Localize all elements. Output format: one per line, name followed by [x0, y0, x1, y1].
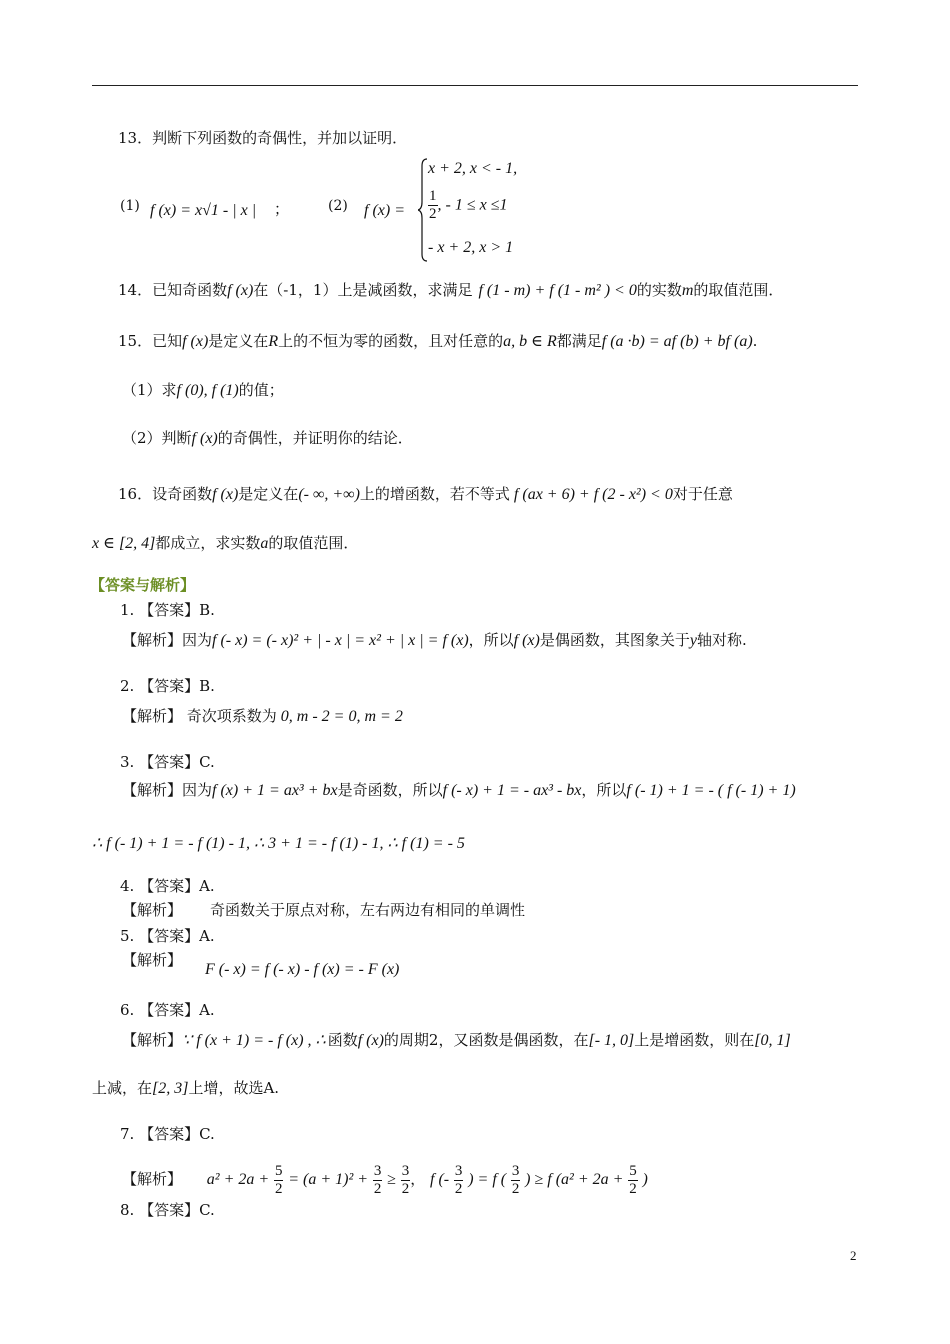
q13-case3: - x + 2, x > 1 — [428, 239, 514, 256]
q13-case2-frac: $\frac{1}{2}$ — [429, 188, 437, 222]
explanation-5-expr: F (- x) = f (- x) - f (x) = - F (x) — [205, 961, 400, 978]
answer-1: 1. 【答案】B. — [120, 601, 215, 619]
q13-part2-label: (2) — [328, 198, 348, 214]
q16-line2: x ∈ [2, 4]都成立，求实数a的取值范围． — [92, 534, 359, 552]
page-number: 2 — [850, 1248, 857, 1263]
header-rule — [92, 85, 858, 86]
answer-6: 6. 【答案】A. — [120, 1001, 215, 1019]
answer-7: 7. 【答案】C. — [120, 1125, 215, 1143]
answer-4: 4. 【答案】A. — [120, 877, 215, 895]
q13-title: 13．判断下列函数的奇偶性，并加以证明． — [118, 129, 408, 147]
explanation-3-cont: ∴ f (- 1) + 1 = - f (1) - 1, ∴ 3 + 1 = - f (1) - 1, ∴ f (1) = - 5 — [92, 835, 465, 852]
q15-line: 15．已知f (x)是定义在R上的不恒为零的函数，且对任意的a, b ∈ R都满足f (a ·b) = af (b) + bf (a). — [118, 332, 758, 350]
q15-sub2: （2）判断f (x)的奇偶性，并证明你的结论． — [122, 429, 413, 447]
answer-2: 2. 【答案】B. — [120, 677, 215, 695]
q13-part1-sep: ； — [274, 200, 290, 218]
answers-header: 【答案与解析】 — [90, 576, 196, 594]
explanation-6: 【解析】∵ f (x + 1) = - f (x) , ∴ 函数f (x)的周期2，又函数是偶函数，在[- 1, 0]上是增函数，则在[0, 1] — [122, 1031, 791, 1049]
q13-part1-expr: f (x) = x√1 - | x | — [150, 202, 257, 219]
q15-sub1: （1）求f (0), f (1)的值； — [122, 381, 284, 399]
explanation-5-label: 【解析】 — [122, 951, 183, 969]
answer-5: 5. 【答案】A. — [120, 927, 215, 945]
q13-part1-label: (1) — [120, 198, 140, 214]
piecewise-brace — [418, 158, 428, 262]
answer-3: 3. 【答案】C. — [120, 753, 215, 771]
q14-line: 14．已知奇函数f (x)在（-1，1）上是减函数，求满足 f (1 - m) + f (1 - m² ) < 0的实数m的取值范围． — [118, 281, 784, 299]
explanation-3: 【解析】因为f (x) + 1 = ax³ + bx是奇函数，所以f (- x) + 1 = - ax³ - bx，所以f (- 1) + 1 = - ( f (- 1) + 1) — [122, 781, 796, 799]
explanation-4: 【解析】 奇函数关于原点对称，左右两边有相同的单调性 — [122, 901, 526, 919]
explanation-7: 【解析】 a² + 2a + $\frac{5}{2}$ = (a + 1)² + $\frac{3}{2}$ ≥ $\frac{3}{2}$ ， f (- $\frac{3}{2}$ ) = f ( $\frac{3}{2}$ ) ≥ f (a² + 2a + $\frac{5}{2}$ ) — [122, 1162, 648, 1197]
answer-8: 8. 【答案】C. — [120, 1201, 215, 1219]
q13-part2-lhs: f (x) = — [364, 202, 405, 219]
explanation-2: 【解析】 奇次项系数为 0, m - 2 = 0, m = 2 — [122, 707, 403, 725]
explanation-6-cont: 上减，在[2, 3]上增，故选A. — [92, 1079, 280, 1097]
q13-case1: x + 2, x < - 1, — [428, 160, 518, 177]
q16-line1: 16．设奇函数f (x)是定义在(- ∞, +∞)上的增函数，若不等式 f (ax + 6) + f (2 - x²) < 0对于任意 — [118, 485, 733, 503]
q13-case2: $\frac{1}{2}$ , - 1 ≤ x ≤1 — [429, 188, 508, 222]
explanation-1: 【解析】因为f (- x) = (- x)² + | - x | = x² + | x | = f (x)，所以f (x)是偶函数，其图象关于y轴对称. — [122, 631, 747, 649]
